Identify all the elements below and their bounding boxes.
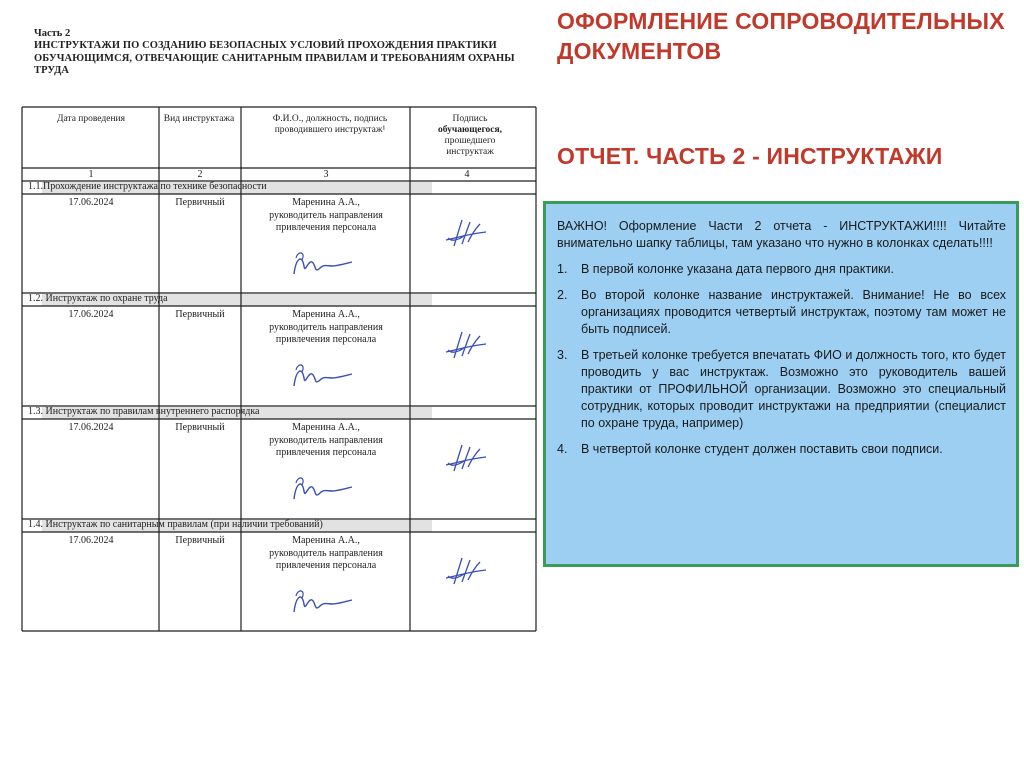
instructor-signature [288, 586, 358, 622]
column-header-person: Ф.И.О., должность, подпись проводившего инструктаж¹ [272, 114, 388, 135]
row-type: Первичный [175, 197, 225, 208]
scanned-document [20, 26, 540, 636]
instruction-note-box [543, 201, 1019, 567]
section-title: 1.2. Инструктаж по охране труда [28, 293, 168, 304]
list-item [557, 287, 1006, 338]
list-item-text: В первой колонке указана дата первого дня практики. [581, 262, 894, 276]
row-date: 17.06.2024 [68, 197, 114, 208]
instructor-signature [288, 473, 358, 509]
row-person: Маренина А.А., руководитель направления привлечения персонала [269, 422, 383, 458]
instructions-table [20, 26, 540, 636]
row-date: 17.06.2024 [68, 309, 114, 320]
student-signature [442, 216, 492, 250]
slide-subtitle: ОТЧЕТ. ЧАСТЬ 2 - ИНСТРУКТАЖИ [557, 143, 943, 169]
column-number-1: 1 [88, 169, 94, 180]
list-item-number: 2. [557, 288, 568, 302]
row-person: Маренина А.А., руководитель направления привлечения персонала [269, 309, 383, 345]
column-header-type: Вид инструктажа [163, 114, 235, 124]
section-title: 1.1.Прохождение инструктажа по технике безопасности [28, 181, 267, 192]
row-date: 17.06.2024 [68, 535, 114, 546]
row-type: Первичный [175, 535, 225, 546]
student-signature [442, 554, 492, 588]
list-item-text: В третьей колонке требуется впечатать ФИО и должность того, кто будет проводить у вас инструктаж. Возможно это руководитель вашей практики от ПРОФИЛЬНОЙ организации. Возможно это специальный сотрудник, которых проводит инструктажи на предприятии (специалист по охране труда, например) [581, 348, 1006, 430]
instructor-signature [288, 360, 358, 396]
slide-title: ОФОРМЛЕНИЕ СОПРОВОДИТЕЛЬНЫХ ДОКУМЕНТОВ [557, 8, 1005, 64]
document-title: ИНСТРУКТАЖИ ПО СОЗДАНИЮ БЕЗОПАСНЫХ УСЛОВИЙ ПРОХОЖДЕНИЯ ПРАКТИКИ ОБУЧАЮЩИМСЯ, ОТВЕЧАЮЩИЕ САНИТАРНЫМ ПРАВИЛАМ И ТРЕБОВАНИЯМ ОХРАНЫ ТРУДА [34, 40, 515, 76]
list-item-text: В четвертой колонке студент должен поставить свои подписи. [581, 442, 943, 456]
section-title: 1.4. Инструктаж по санитарным правилам (при наличии требований) [28, 519, 323, 530]
document-part-label: Часть 2 [34, 28, 71, 39]
student-signature [442, 441, 492, 475]
column-number-2: 2 [197, 169, 203, 180]
note-list [557, 261, 1006, 458]
row-type: Первичный [175, 309, 225, 320]
list-item [557, 441, 1006, 458]
student-signature [442, 328, 492, 362]
column-number-3: 3 [323, 169, 329, 180]
section-title: 1.3. Инструктаж по правилам внутреннего распорядка [28, 406, 260, 417]
row-date: 17.06.2024 [68, 422, 114, 433]
instructor-signature [288, 248, 358, 284]
row-type: Первичный [175, 422, 225, 433]
list-item-text: Во второй колонке название инструктажей. Внимание! Не во всех организациях проводится четвертый инструктаж, поэтому там может не быть подписей. [581, 288, 1006, 336]
list-item-number: 1. [557, 262, 568, 276]
column-header-signature: Подпись обучающегося, прошедшего инструктаж [437, 114, 503, 157]
list-item-number: 4. [557, 442, 568, 456]
list-item [557, 261, 1006, 278]
list-item-number: 3. [557, 348, 568, 362]
column-number-4: 4 [464, 169, 470, 180]
list-item [557, 347, 1006, 432]
column-header-date: Дата проведения [56, 114, 125, 124]
row-person: Маренина А.А., руководитель направления привлечения персонала [269, 535, 383, 571]
row-person: Маренина А.А., руководитель направления привлечения персонала [269, 197, 383, 233]
note-intro: ВАЖНО! Оформление Части 2 отчета - ИНСТРУКТАЖИ!!!! Читайте внимательно шапку таблицы, там указано что нужно в колонках сделать!!!! [557, 219, 1006, 250]
